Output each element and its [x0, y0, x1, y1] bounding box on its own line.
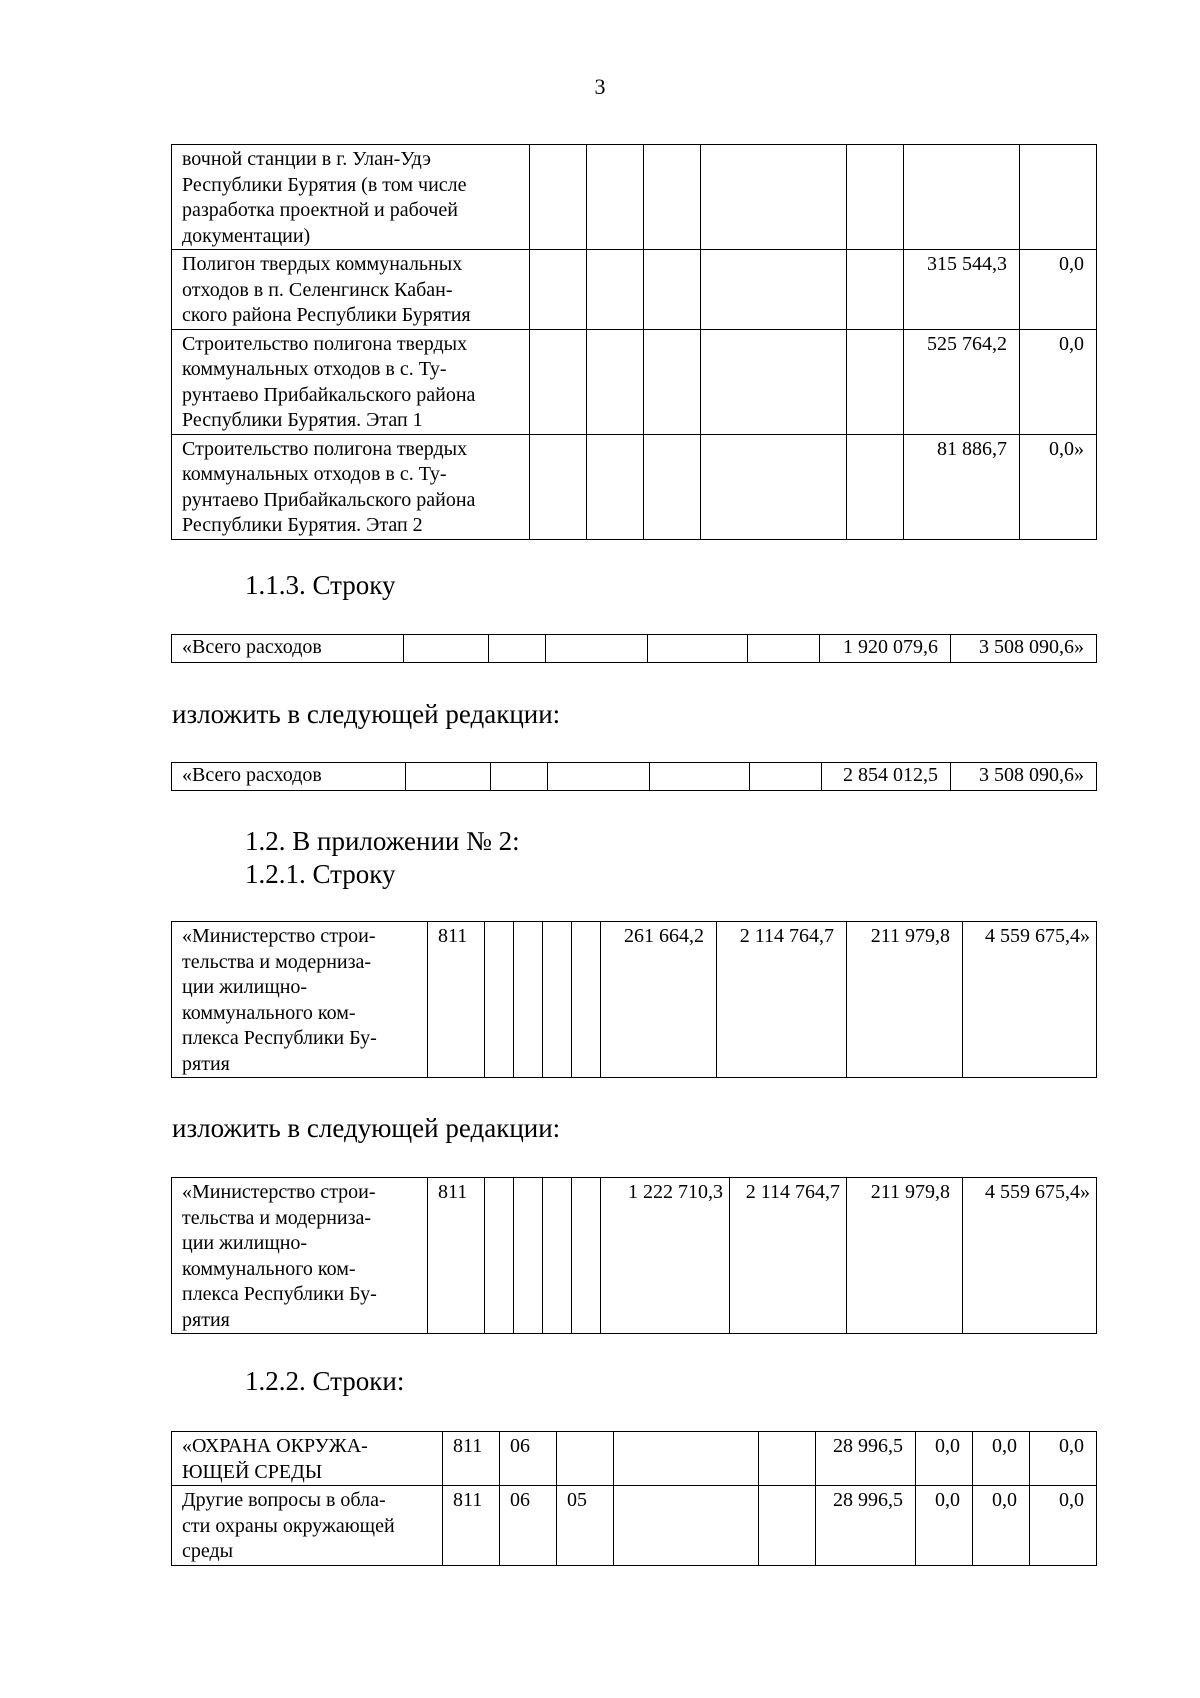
- value-cell: 3 508 090,6»: [951, 763, 1097, 791]
- value-cell: 0,0: [1020, 329, 1097, 434]
- section-heading: 1.1.3. Строку: [245, 570, 396, 600]
- table-total-old: [171, 634, 1097, 663]
- section-heading: 1.2.2. Строки:: [245, 1366, 405, 1396]
- code-cell: [557, 1432, 614, 1486]
- value-cell: 2 114 764,7: [717, 922, 847, 1078]
- value-cell: 261 664,2: [601, 922, 717, 1078]
- code-cell: 06: [500, 1432, 557, 1486]
- table-row: [172, 1178, 1097, 1334]
- section-heading: 1.2. В приложении № 2:: [245, 826, 520, 856]
- value-cell: 28 996,5: [816, 1432, 916, 1486]
- row-label: Строительство полигона твердых коммунальных отходов в с. Ту- рунтаево Прибайкальского района Республики Бурятия. Этап 1: [172, 329, 530, 434]
- value-cell: 1 222 710,3: [601, 1178, 730, 1334]
- table-ministry-old: [171, 921, 1097, 1078]
- row-label: Другие вопросы в обла- сти охраны окружающей среды: [172, 1486, 443, 1566]
- value-cell: 28 996,5: [816, 1486, 916, 1566]
- value-cell: 525 764,2: [904, 329, 1020, 434]
- row-label: Строительство полигона твердых коммунальных отходов в с. Ту- рунтаево Прибайкальского района Республики Бурятия. Этап 2: [172, 434, 530, 539]
- value-cell: 0,0: [973, 1486, 1030, 1566]
- table-row: [172, 1486, 1097, 1566]
- section-heading: 1.2.1. Строку: [245, 859, 396, 889]
- value-cell: 315 544,3: [904, 250, 1020, 330]
- value-cell: 0,0»: [1020, 434, 1097, 539]
- code-cell: 811: [443, 1432, 500, 1486]
- code-cell: 811: [428, 1178, 485, 1334]
- table-row: [172, 922, 1097, 1078]
- value-cell: 1 920 079,6: [820, 635, 951, 663]
- table-row: [172, 329, 1097, 434]
- value-cell: 0,0: [1030, 1432, 1097, 1486]
- value-cell: 2 854 012,5: [822, 763, 951, 791]
- row-label: «ОХРАНА ОКРУЖА- ЮЩЕЙ СРЕДЫ: [172, 1432, 443, 1486]
- row-label: «Министерство строи- тельства и модерниза- ции жилищно- коммунального ком- плекса Республики Бу- рятия: [172, 1178, 428, 1334]
- value-cell: 3 508 090,6»: [951, 635, 1097, 663]
- value-cell: 0,0: [973, 1432, 1030, 1486]
- code-cell: 05: [557, 1486, 614, 1566]
- value-cell: 0,0: [916, 1432, 973, 1486]
- table-row: [172, 1432, 1097, 1486]
- row-label: «Всего расходов: [172, 635, 404, 663]
- edit-phrase: изложить в следующей редакции:: [172, 699, 561, 729]
- page-number: 3: [594, 74, 606, 99]
- code-cell: 06: [500, 1486, 557, 1566]
- table-row: [172, 763, 1097, 791]
- value-cell: 211 979,8: [847, 922, 963, 1078]
- value-cell: 0,0: [1020, 250, 1097, 330]
- table-objects: [171, 144, 1097, 540]
- row-label: «Всего расходов: [172, 763, 406, 791]
- value-cell: 0,0: [1030, 1486, 1097, 1566]
- table-row: [172, 434, 1097, 539]
- table-ministry-new: [171, 1177, 1097, 1334]
- value-cell: 0,0: [916, 1486, 973, 1566]
- table-row: [172, 250, 1097, 330]
- code-cell: 811: [428, 922, 485, 1078]
- table-total-new: [171, 762, 1097, 791]
- row-label: «Министерство строи- тельства и модерниза- ции жилищно- коммунального ком- плекса Республики Бу- рятия: [172, 922, 428, 1078]
- code-cell: 811: [443, 1486, 500, 1566]
- row-label: Полигон твердых коммунальных отходов в п. Селенгинск Кабан- ского района Республики Бурятия: [172, 250, 530, 330]
- edit-phrase: изложить в следующей редакции:: [172, 1113, 561, 1143]
- value-cell: 2 114 764,7: [730, 1178, 847, 1334]
- value-cell: 4 559 675,4»: [963, 922, 1097, 1078]
- value-cell: 81 886,7: [904, 434, 1020, 539]
- row-label: вочной станции в г. Улан-Удэ Республики Бурятия (в том числе разработка проектной и рабочей документации): [172, 145, 530, 250]
- table-row: [172, 635, 1097, 663]
- value-cell: 4 559 675,4»: [963, 1178, 1097, 1334]
- table-row: [172, 145, 1097, 250]
- table-environment: [171, 1431, 1097, 1566]
- value-cell: 211 979,8: [847, 1178, 963, 1334]
